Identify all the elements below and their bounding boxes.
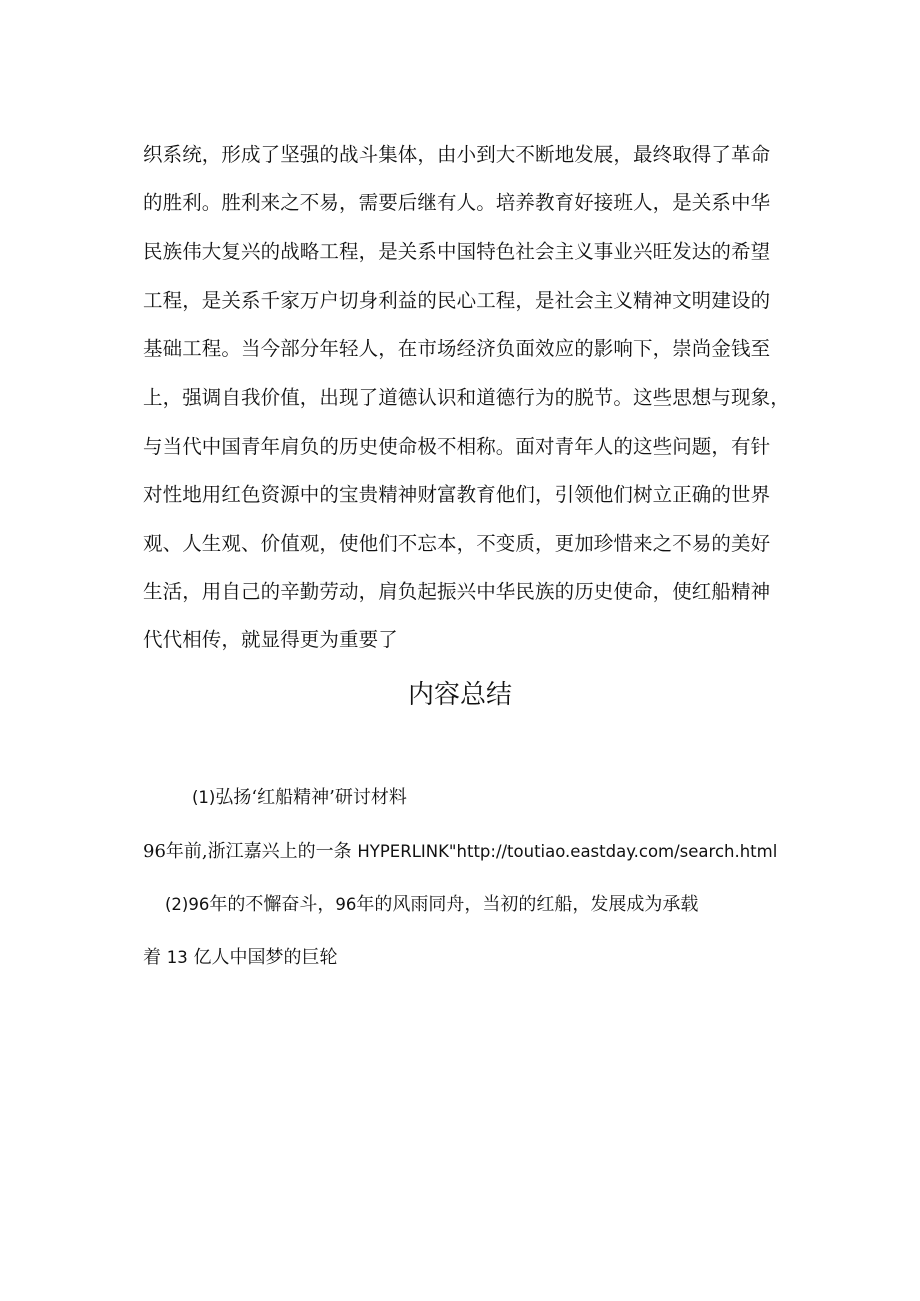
summary-item-1 [192, 784, 407, 812]
summary-item-1-marker: (1) [192, 788, 216, 807]
body-text-line-1: 织系统，形成了坚强的战斗集体，由小到大不断地发展，最终取得了革命 [143, 143, 771, 166]
body-text-line-3: 民族伟大复兴的战略工程，是关系中国特色社会主义事业兴旺发达的希望 [143, 240, 771, 263]
body-text-line-2: 的胜利。胜利来之不易，需要后继有人。培养教育好接班人，是关系中华 [143, 191, 771, 214]
body-text-line-9: 观、人生观、价值观，使他们不忘本，不变质，更加珍惜来之不易的美好 [143, 532, 771, 555]
body-text-line-11: 代代相传，就显得更为重要了 [143, 628, 398, 651]
summary-item-1-cont-text: 浙江嘉兴上的一条 [207, 841, 352, 862]
summary-item-2 [165, 891, 698, 919]
summary-item-1-cont-prefix: 96年前, [143, 841, 208, 862]
summary-item-2-number-1: 96 [188, 895, 210, 914]
body-text-line-7: 与当代中国青年肩负的历史使命极不相称。面对青年人的这些问题，有针 [143, 435, 771, 458]
summary-item-1-continuation [143, 838, 777, 866]
summary-item-1-text: 弘扬‘红船精神’研讨材料 [215, 787, 407, 808]
body-text-line-10: 生活，用自己的辛勤劳动，肩负起振兴中华民族的历史使命，使红船精神 [143, 580, 771, 603]
summary-item-2-text-2: 年的风雨同舟，当初的红船，发展成为承载 [356, 894, 699, 915]
summary-item-2-text-1: 年的不懈奋斗， [209, 894, 336, 915]
summary-item-1-hyperlink-text: HYPERLINK"http://toutiao.eastday.com/search.html [357, 842, 778, 861]
summary-title: 内容总结 [407, 680, 512, 710]
summary-item-2-marker: (2) [165, 895, 189, 914]
summary-item-2-cont-prefix: 着 [143, 947, 161, 968]
summary-item-2-cont-text: 亿人中国梦的巨轮 [193, 947, 338, 968]
summary-item-2-number-2: 96 [335, 895, 357, 914]
body-text-line-6: 上，强调自我价值，出现了道德认识和道德行为的脱节。这些思想与现象， [143, 386, 790, 409]
summary-item-2-cont-number: 13 [166, 948, 188, 967]
body-text-line-4: 工程，是关系千家万户切身利益的民心工程，是社会主义精神文明建设的 [143, 289, 771, 312]
summary-item-2-continuation [143, 944, 337, 972]
body-text-line-5: 基础工程。当今部分年轻人，在市场经济负面效应的影响下，崇尚金钱至 [143, 337, 771, 360]
body-text-line-8: 对性地用红色资源中的宝贵精神财富教育他们，引领他们树立正确的世界 [143, 483, 771, 506]
